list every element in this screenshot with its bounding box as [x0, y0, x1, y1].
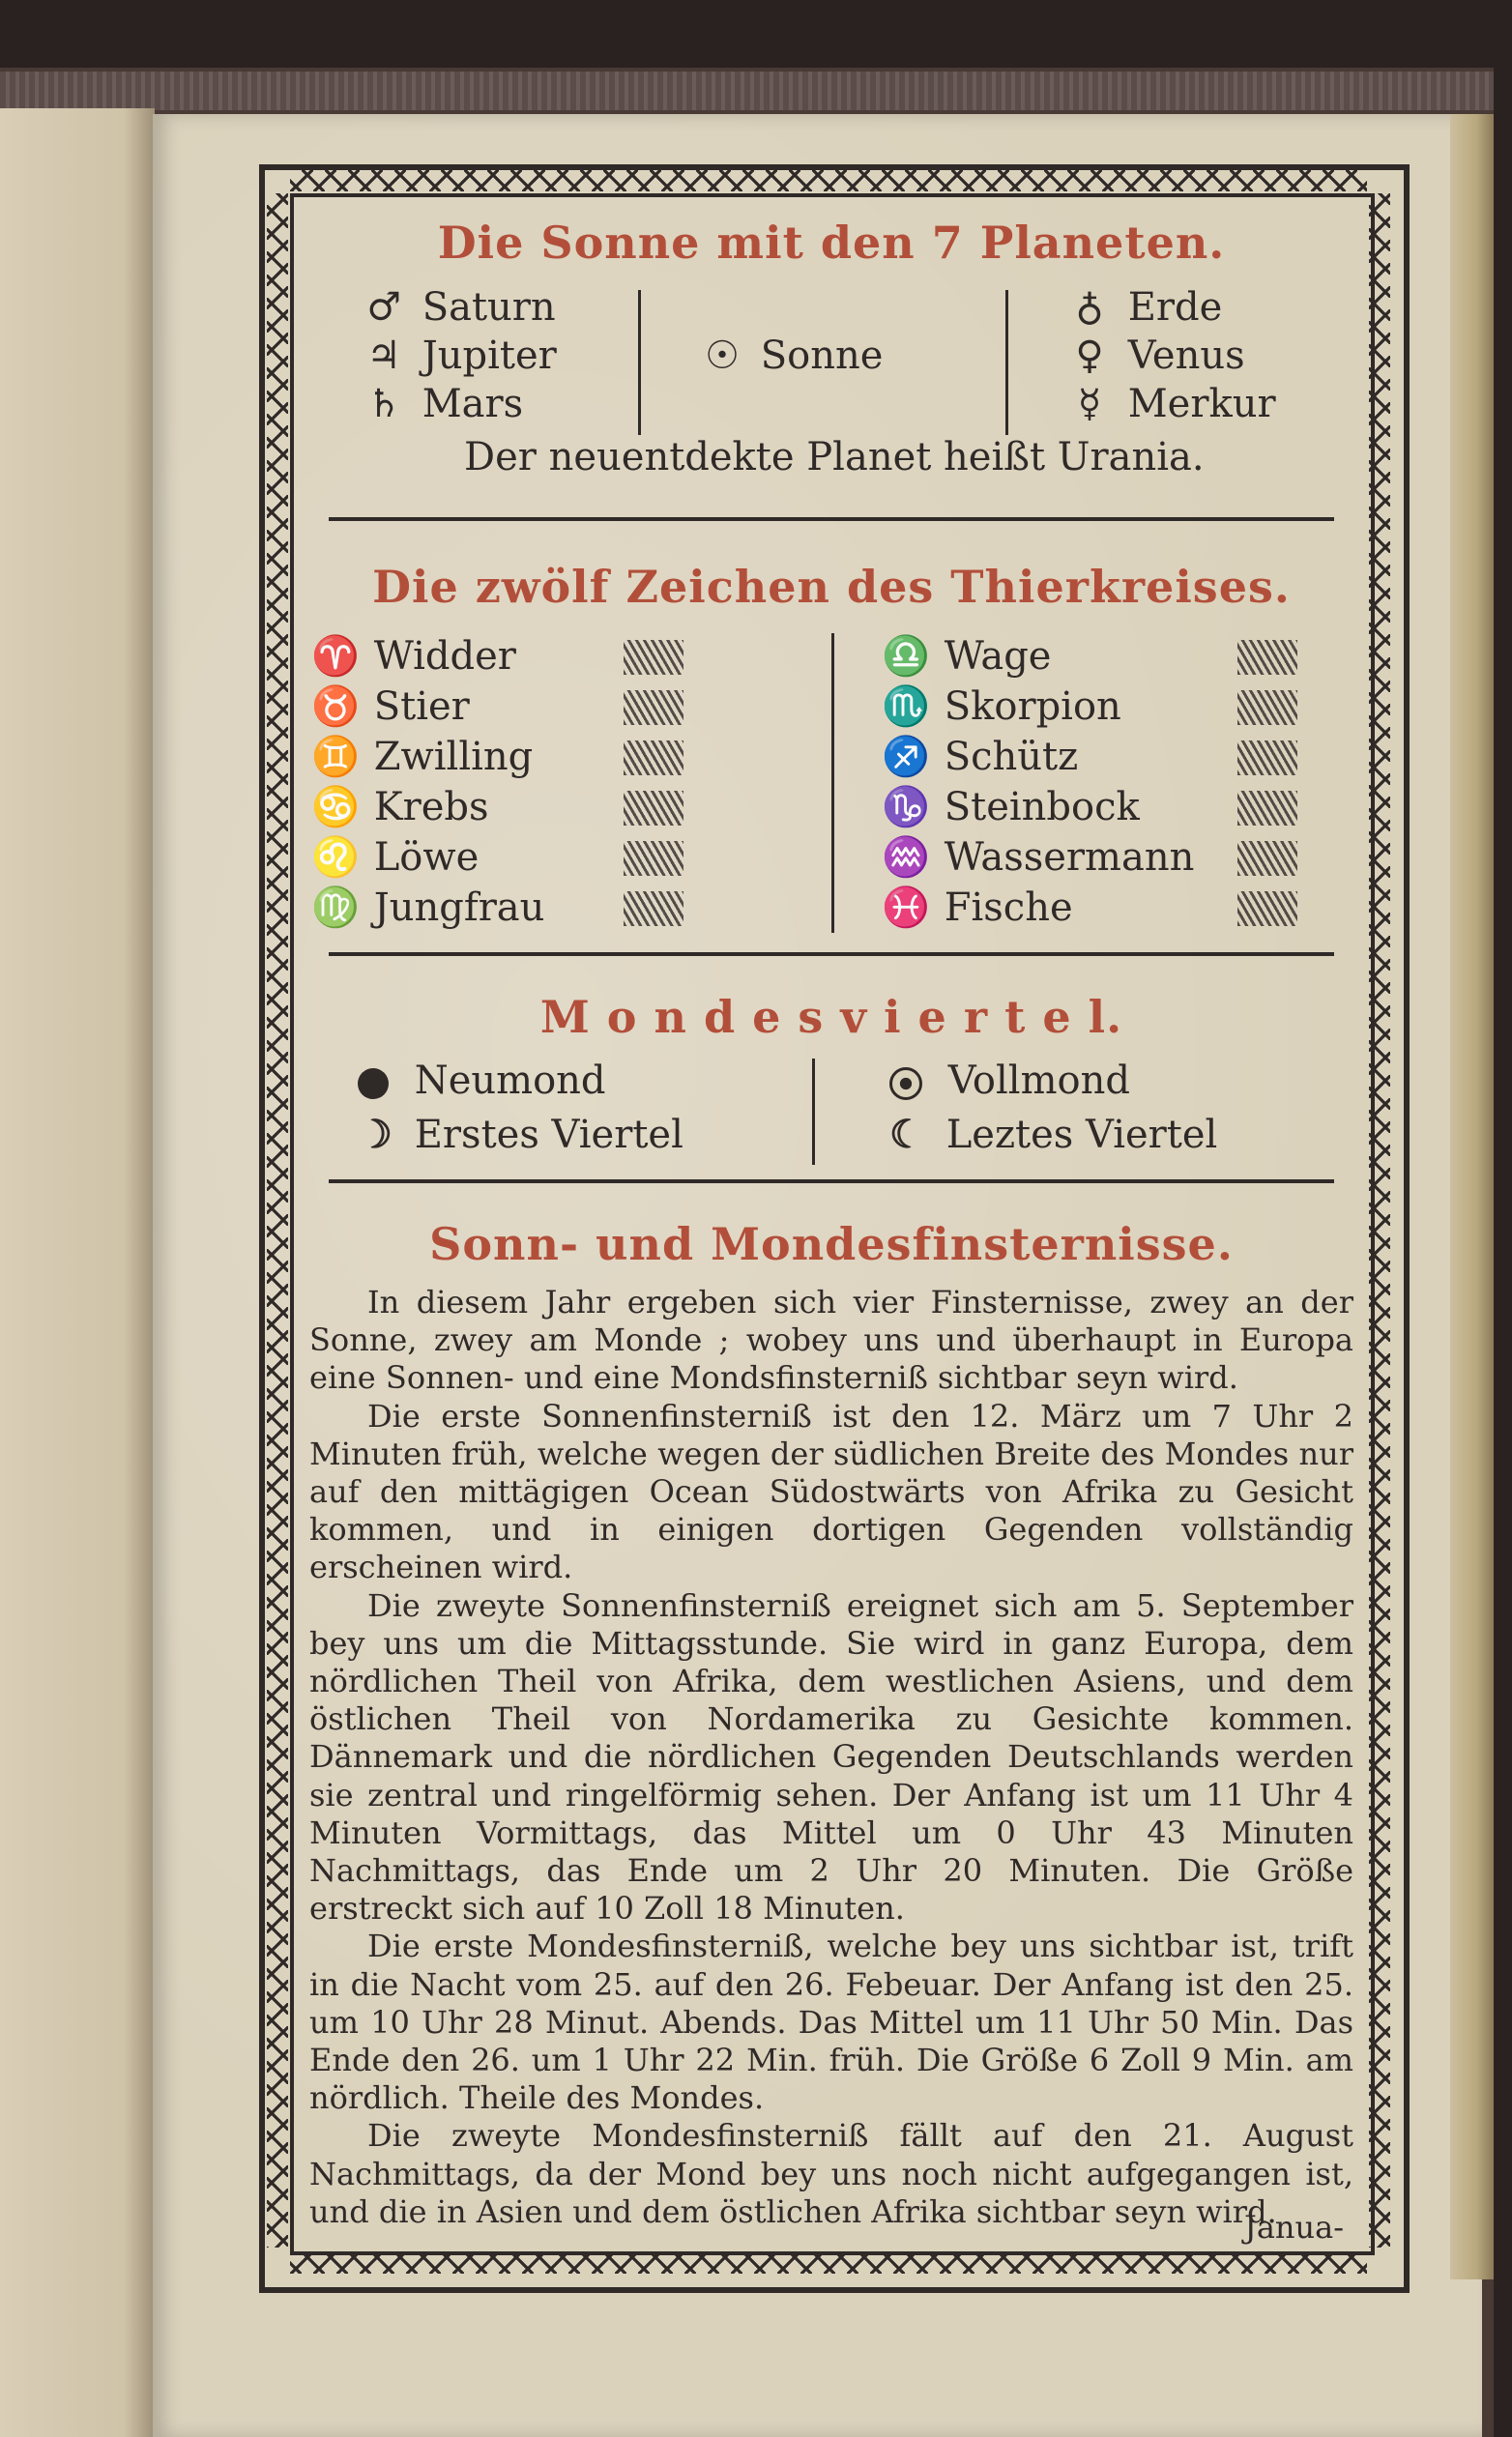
- facing-page: [0, 108, 155, 2437]
- cancer-figure-icon: [624, 791, 683, 826]
- full-moon-icon: [889, 1067, 922, 1100]
- aquarius-figure-icon: [1237, 841, 1297, 876]
- planet-earth: ♁ Erde: [1075, 285, 1223, 330]
- libra-figure-icon: [1237, 640, 1297, 675]
- frame-ornament-top: [290, 170, 1367, 191]
- zodiac-libra: ♎ Wage: [882, 634, 1052, 679]
- zodiac-sagittarius: ♐ Schütz: [882, 735, 1079, 779]
- moon-heading: M o n d e s v i e r t e l.: [539, 991, 1123, 1043]
- eclipses-heading: Sonn- und Mondesfinsternisse.: [429, 1218, 1234, 1270]
- zodiac-taurus: ♉ Stier: [311, 684, 470, 729]
- page-content: [309, 203, 1353, 2246]
- leo-figure-icon: [624, 841, 683, 876]
- planets-divider-left: [638, 290, 641, 435]
- section-rule-1: [329, 517, 1334, 521]
- moon-new: Neumond: [358, 1059, 606, 1103]
- zodiac-capricorn: ♑ Steinbock: [882, 785, 1140, 829]
- scorpio-figure-icon: [1237, 690, 1297, 725]
- last-quarter-icon: ☾: [889, 1112, 924, 1157]
- moon-last-quarter: ☾ Leztes Viertel: [889, 1112, 1218, 1157]
- zodiac-scorpio: ♏ Skorpion: [882, 684, 1121, 729]
- zodiac-virgo: ♍ Jungfrau: [311, 885, 545, 930]
- first-quarter-icon: ☽: [358, 1112, 393, 1157]
- eclipses-paragraph: Die zweyte Sonnenfinsterniß ereignet sich am 5. September bey uns um die Mittagsstunde. Sie wird in ganz Europa, dem nördlichen Theil von Afrika, dem westlichen Asiens, und dem östlichen Theil von Nordamerika zu Gesichte kommen. Dännemark und die nördlichen Gegenden Deutschlands werden sie zentral und ringelförmig sehen. Der Anfang ist um 11 Uhr 4 Minuten Vormittags, das Mittel um 0 Uhr 43 Minuten Nachmittags, das Ende um 2 Uhr 20 Minuten. Die Größe erstreckt sich auf 10 Zoll 18 Minuten.: [309, 1586, 1353, 1928]
- taurus-figure-icon: [624, 690, 683, 725]
- planets-divider-right: [1005, 290, 1008, 435]
- section-rule-2: [329, 952, 1334, 956]
- planet-mars: ♄ Mars: [366, 382, 524, 426]
- page-edge: [1450, 114, 1494, 2279]
- urania-note: Der neuentdekte Planet heißt Urania.: [464, 435, 1205, 479]
- sagittarius-figure-icon: [1237, 740, 1297, 775]
- moon-first-quarter: ☽ Erstes Viertel: [358, 1112, 683, 1157]
- zodiac-gemini: ♊ Zwilling: [311, 735, 534, 779]
- moon-divider: [812, 1059, 815, 1165]
- planet-saturn: ♂ Saturn: [366, 285, 556, 330]
- planet-jupiter: ♃ Jupiter: [366, 334, 557, 378]
- aries-figure-icon: [624, 640, 683, 675]
- gemini-figure-icon: [624, 740, 683, 775]
- capricorn-figure-icon: [1237, 791, 1297, 826]
- eclipses-text: [309, 1284, 1353, 2231]
- planet-mercury: ☿ Merkur: [1077, 382, 1276, 426]
- eclipses-paragraph: In diesem Jahr ergeben sich vier Finsternisse, zwey an der Sonne, zwey am Monde ; wobey uns und überhaupt in Europa eine Sonnen- und eine Mondsfinsterniß sichtbar seyn wird.: [309, 1284, 1353, 1397]
- moon-full: Vollmond: [889, 1059, 1130, 1103]
- planet-sun: ☉ Sonne: [705, 334, 884, 378]
- planets-heading: Die Sonne mit den 7 Planeten.: [437, 217, 1226, 269]
- book-cover-cloth: [0, 72, 1494, 110]
- zodiac-aquarius: ♒ Wassermann: [882, 835, 1195, 880]
- eclipses-paragraph: Die erste Sonnenfinsterniß ist den 12. März um 7 Uhr 2 Minuten früh, welche wegen der südlichen Breite des Mondes nur auf den mittägigen Ocean Südostwärts von Afrika zu Gesicht kommen, und in einigen dortigen Gegenden vollständig erscheinen wird.: [309, 1397, 1353, 1586]
- zodiac-pisces: ♓ Fische: [882, 885, 1073, 930]
- new-moon-icon: [358, 1068, 389, 1099]
- section-rule-3: [329, 1179, 1334, 1183]
- frame-ornament-right: [1369, 193, 1390, 2248]
- eclipses-paragraph: Die erste Mondesfinsterniß, welche bey uns sichtbar ist, trift in die Nacht vom 25. auf den 26. Febeuar. Der Anfang ist den 25. um 10 Uhr 28 Minut. Abends. Das Mittel um 11 Uhr 50 Min. Das Ende den 26. um 1 Uhr 22 Min. früh. Die Größe 6 Zoll 9 Min. am nördlich. Theile des Mondes.: [309, 1928, 1353, 2117]
- frame-ornament-bottom: [290, 2252, 1367, 2274]
- zodiac-cancer: ♋ Krebs: [311, 785, 489, 829]
- zodiac-aries: ♈ Widder: [311, 634, 516, 679]
- zodiac-heading: Die zwölf Zeichen des Thierkreises.: [372, 561, 1291, 613]
- catchword: Janua-: [1243, 2209, 1344, 2246]
- zodiac-divider: [831, 633, 834, 933]
- frame-ornament-left: [267, 193, 288, 2248]
- virgo-figure-icon: [624, 891, 683, 926]
- eclipses-paragraph: Die zweyte Mondesfinsterniß fällt auf den 21. August Nachmittags, da der Mond bey uns noch nicht aufgegangen ist, und die in Asien und dem östlichen Afrika sichtbar seyn wird.: [309, 2117, 1353, 2230]
- planet-venus: ♀ Venus: [1075, 334, 1245, 378]
- zodiac-leo: ♌ Löwe: [311, 835, 480, 880]
- pisces-figure-icon: [1237, 891, 1297, 926]
